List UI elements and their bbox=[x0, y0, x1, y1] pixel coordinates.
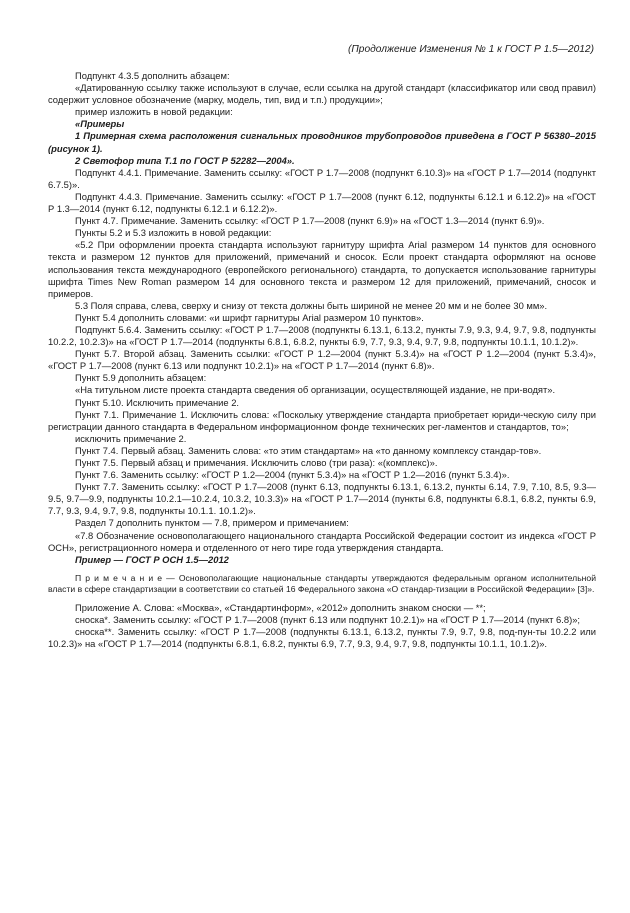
paragraph: «5.2 При оформлении проекта стандарта используют гарнитуру шрифта Arial размером 14 пунктов для основного текста и размером 12 пунктов для приложений, примечаний и сносок. Если проект стандарта оформляют на основе использования текста международного (европейского регионального) стандарта, то допускается использование гарнитуры шрифта Times New Roman размером 14 для основного текста и размером 12 для приложений, примечаний, сносок и примеров. bbox=[48, 239, 596, 299]
paragraph: пример изложить в новой редакции: bbox=[75, 106, 233, 118]
paragraph: «7.8 Обозначение основополагающего национального стандарта Российской Федерации состоит из индекса «ГОСТ Р ОСН», регистрационного номера и отделенного от него тире года утверждения стандарта. bbox=[48, 529, 596, 553]
paragraph: Пункт 5.10. Исключить примечание 2. bbox=[75, 396, 240, 408]
paragraph: Приложение А. Слова: «Москва», «Стандартинформ», «2012» дополнить знаком сноски — **; bbox=[75, 602, 486, 614]
paragraph: «На титульном листе проекта стандарта сведения об организации, осуществляющей издание, не при-водят». bbox=[75, 384, 556, 396]
paragraph: Пункты 5.2 и 5.3 изложить в новой редакции: bbox=[75, 227, 272, 239]
example-item: 1 Примерная схема расположения сигнальных проводников трубопроводов приведена в ГОСТ Р 56380–2015 (рисунок 1). bbox=[48, 130, 596, 154]
paragraph: сноска*. Заменить ссылку: «ГОСТ Р 1.7—2008 (пункт 6.13 или подпункт 10.2.1)» на «ГОСТ Р 1.7—2014 (пункт 6.8)»; bbox=[75, 614, 581, 626]
paragraph: Пункт 4.7. Примечание. Заменить ссылку: «ГОСТ Р 1.7—2008 (пункт 6.9)» на «ГОСТ 1.3—2014 (пункт 6.9)». bbox=[75, 215, 545, 227]
paragraph: Подпункт 4.4.1. Примечание. Заменить ссылку: «ГОСТ Р 1.7—2008 (подпункт 6.10.3)» на «ГОСТ Р 1.7—2014 (подпункт 6.7.5)». bbox=[48, 166, 596, 190]
paragraph: сноска**. Заменить ссылку: «ГОСТ Р 1.7—2008 (подпункты 6.13.1, 6.13.2, пункты 7.9, 9.7, 9.8, под-пун-ты 10.2.2 или 10.2.3)» на «ГОСТ Р 1.7—2014 (подпункты 6.8.1, 6.8.2, пункты 6.9, 7.7, 9.3, 9.4, 9.7, 9.8, подпункты 10.1.1, 10.1.2)». bbox=[48, 626, 596, 650]
examples-heading: «Примеры bbox=[75, 118, 125, 130]
paragraph: Пункт 7.4. Первый абзац. Заменить слова: «то этим стандартам» на «то данному комплексу стандар-тов». bbox=[75, 444, 542, 456]
paragraph: Пункт 5.4 дополнить словами: «и шрифт гарнитуры Arial размером 10 пунктов». bbox=[75, 311, 424, 323]
paragraph: Подпункт 4.4.3. Примечание. Заменить ссылку: «ГОСТ Р 1.7—2008 (пункт 6.12, подпункты 6.12.1 и 6.12.2)» на «ГОСТ Р 1.3—2014 (пункт 6.12, подпункты 6.12.1 и 6.12.2)». bbox=[48, 190, 596, 215]
example-line: Пример — ГОСТ Р ОСН 1.5—2012 bbox=[75, 553, 229, 565]
note-paragraph: П р и м е ч а н и е — Основополагающие национальные стандарты утверждаются федеральным органом исполнительной власти в сфере стандартизации в соответствии со статьей 16 Федерального закона «О стандар-тизации в Российской Федерации» [3]». bbox=[48, 572, 596, 595]
paragraph: Пункт 5.9 дополнить абзацем: bbox=[75, 372, 207, 384]
paragraph: Пункт 5.7. Второй абзац. Заменить ссылки: «ГОСТ Р 1.2—2004 (пункт 5.3.4)» на «ГОСТ Р 1.2—2004 (пункт 5.3.4)», «ГОСТ Р 1.7—2008 (пункт 6.13 или подпункт 10.2.1)» на «ГОСТ Р 1.7—2014 (пункт 6.8)». bbox=[48, 348, 596, 372]
running-header: (Продолжение Изменения № 1 к ГОСТ Р 1.5—2012) bbox=[348, 44, 594, 55]
paragraph: Раздел 7 дополнить пунктом — 7.8, примером и примечанием: bbox=[75, 517, 349, 529]
paragraph: Пункт 7.7. Заменить ссылку: «ГОСТ Р 1.7—2008 (пункт 6.13, подпункты 6.13.1, 6.13.2, пункты 6.14, 7.9, 7.10, 8.5, 9.3—9.5, 9.7—9.9, подпункты 10.2.1—10.2.4, 10.3.2, 10.3.3)» на «ГОСТ Р 1.7—2014 (пункты 6.8, подпункты 6.8.1, 6.8.2, пункты 6.9, 7.7, 9.3, 9.4, 9.7, 9.8, подпункты 10.1.1. 10.1.2)». bbox=[48, 481, 596, 517]
example-item: 2 Светофор типа Т.1 по ГОСТ Р 52282—2004». bbox=[75, 154, 295, 166]
paragraph: Пункт 7.1. Примечание 1. Исключить слова: «Поскольку утверждение стандарта приобретает юриди-ческую силу при регистрации данного стандарта в Федеральном информационном фонде технических рег-ламентов и стандартов, то»; bbox=[48, 408, 596, 432]
paragraph: Подпункт 4.3.5 дополнить абзацем: bbox=[75, 70, 230, 81]
paragraph: Пункт 7.5. Первый абзац и примечания. Исключить слово (три раза): «(комплекс)». bbox=[75, 457, 438, 468]
paragraph: Пункт 7.6. Заменить ссылку: «ГОСТ Р 1.2—2004 (пункт 5.3.4)» на «ГОСТ Р 1.2—2016 (пункт 5.3.4)». bbox=[75, 469, 510, 481]
paragraph: исключить примечание 2. bbox=[75, 432, 187, 444]
paragraph: «Датированную ссылку также используют в случае, если ссылка на другой стандарт (классификатор или свод правил) содержит условное обозначение (марку, модель, тип, вид и т.п.) продукции»; bbox=[48, 82, 596, 106]
paragraph: 5.3 Поля справа, слева, сверху и снизу от текста должны быть шириной не менее 20 мм и не более 30 мм». bbox=[75, 299, 548, 311]
paragraph: Подпункт 5.6.4. Заменить ссылку: «ГОСТ Р 1.7—2008 (подпункты 6.13.1, 6.13.2, пункты 7.9, 9.3, 9.4, 9.7, 9.8, подпункты 10.2.2, 10.2.3)» на «ГОСТ Р 1.7—2014 (подпункты 6.8.1, 6.8.2, пункты 6.9, 7.7, 9.3, 9.4, 9.7, 9.8, подпункты 10.1.1, 10.1.2)». bbox=[48, 323, 596, 348]
